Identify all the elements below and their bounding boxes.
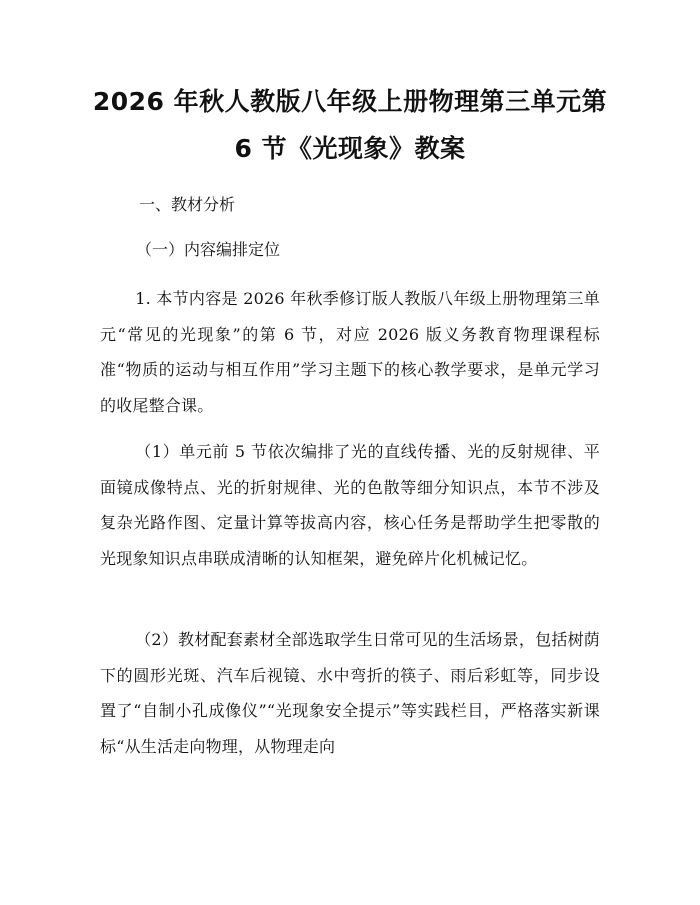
paragraph-1: 1. 本节内容是 2026 年秋季修订版人教版八年级上册物理第三单元“常见的光现象”的第 6 节，对应 2026 版义务教育物理课程标准“物质的运动与相互作用”学习主题下的核心教学要求，是单元学习的收尾整合课。: [100, 289, 600, 415]
document-title-line-2: 6 节《光现象》教案: [234, 134, 466, 163]
subsection-heading-content-arrangement: （一）内容编排定位: [136, 240, 281, 259]
document-title-line-1: 2026 年秋人教版八年级上册物理第三单元第: [92, 87, 608, 116]
paragraph-3: （2）教材配套素材全部选取学生日常可见的生活场景，包括树荫下的圆形光斑、汽车后视镜、水中弯折的筷子、雨后彩虹等，同步设置了“自制小孔成像仪”“光现象安全提示”等实践栏目，严格落实新课标“从生活走向物理，从物理走向: [100, 630, 600, 756]
paragraph-2: （1）单元前 5 节依次编排了光的直线传播、光的反射规律、平面镜成像特点、光的折射规律、光的色散等细分知识点，本节不涉及复杂光路作图、定量计算等拔高内容，核心任务是帮助学生把零散的光现象知识点串联成清晰的认知框架，避免碎片化机械记忆。: [100, 442, 600, 568]
section-heading-textbook-analysis: 一、教材分析: [139, 195, 236, 214]
